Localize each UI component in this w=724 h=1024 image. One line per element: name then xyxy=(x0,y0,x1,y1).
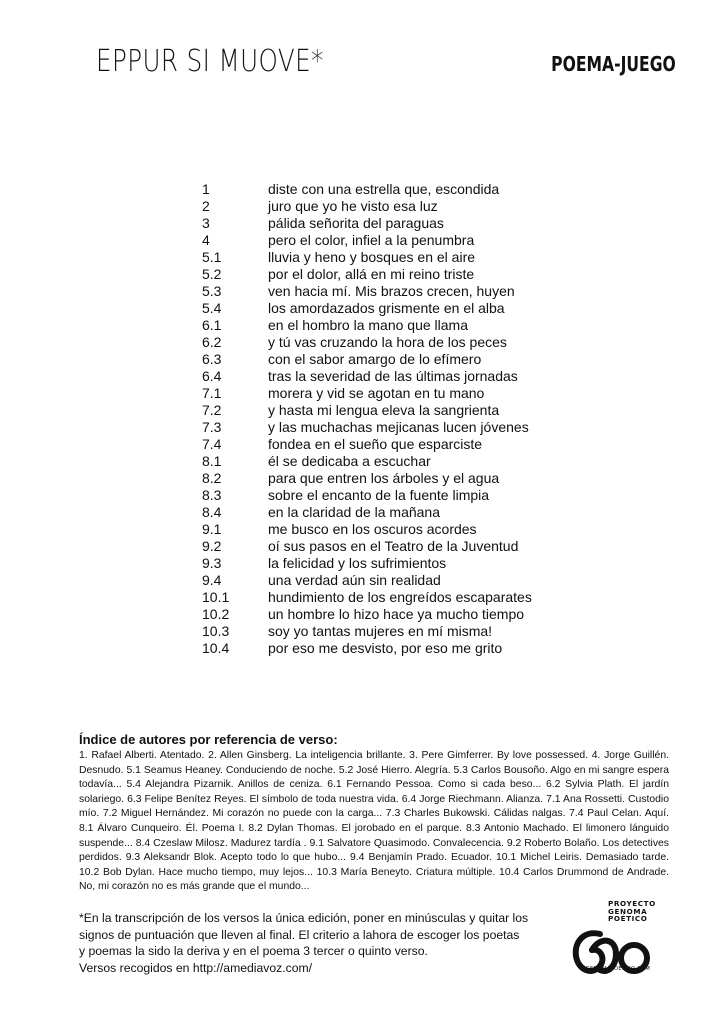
verse-number: 10.1 xyxy=(202,589,230,605)
footnote-line: y poemas la sido la deriva y en el poema 3 tercer o quinto verso. xyxy=(79,944,428,958)
verse-row xyxy=(202,283,642,300)
verse-text: los amordazados grismente en el alba xyxy=(268,300,505,316)
verse-number: 5.4 xyxy=(202,300,222,316)
verse-text: con el sabor amargo de lo efímero xyxy=(268,351,482,367)
verse-row xyxy=(202,589,642,606)
author-index-body: 1. Rafael Alberti. Atentado. 2. Allen Ginsberg. La inteligencia brillante. 3. Pere Gimferrer. By love possessed. 4. Jorge Guillén. Desnudo. 5.1 Seamus Heaney. Conduciendo de noche. 5.2 José Hierro. Alegría. 5.3 Carlos Bousoño. Algo en mi sangre espera todavía... 5.4 Alejandra Pizarnik. Anillos de ceniza. 6.1 Fernando Pessoa. Como si cada beso... 6.2 Sylvia Plath. El jardín solariego. 6.3 Felipe Benítez Reyes. El símbolo de toda nuestra vida. 6.4 Jorge Riechmann. Alianza. 7.1 Ana Rossetti. Custodio mío. 7.2 Miguel Hernández. Mi corazón no puede con la carga... 7.3 Charles Bukowski. Cálidas nalgas. 7.4 Paul Celan. Aquí. 8.1 Álvaro Cunqueiro. Él. Poema I. 8.2 Dylan Thomas. El jorobado en el parque. 8.3 Antonio Machado. El limonero lánguido suspende... 8.4 Czeslaw Milosz. Madurez tardía . 9.1 Salvatore Quasimodo. Convalecencia. 9.2 Roberto Bolaño. Los detectives perdidos. 9.3 Aleksandr Blok. Acepto todo lo que hubo... 9.4 Benjamín Prado. Ecuador. 10.1 Michel Leiris. Demasiado tarde. 10.2 Bob Dylan. Hace mucho tiempo, muy lejos... 10.3 María Beneyto. Criatura múltiple. 10.4 Carlos Drummond de Andrade. No, mi corazón no es más grande que el mundo... xyxy=(79,750,669,893)
verse-text: un hombre lo hizo hace ya mucho tiempo xyxy=(268,606,525,622)
verse-number: 7.2 xyxy=(202,402,222,418)
logo-wordmark-line: POÉTICO xyxy=(608,914,648,924)
verse-row xyxy=(202,436,642,453)
verse-row xyxy=(202,334,642,351)
verse-number: 9.1 xyxy=(202,521,222,537)
verse-number: 9.4 xyxy=(202,572,222,588)
verse-number: 7.1 xyxy=(202,385,222,401)
verse-row xyxy=(202,385,642,402)
verse-row xyxy=(202,300,642,317)
page-subtitle: POEMA-JUEGO xyxy=(551,52,676,76)
verse-text: juro que yo he visto esa luz xyxy=(268,198,438,214)
author-index xyxy=(79,732,669,895)
verse-number: 5.3 xyxy=(202,283,222,299)
verse-row xyxy=(202,232,642,249)
verse-text: en la claridad de la mañana xyxy=(268,504,441,520)
verse-row xyxy=(202,470,642,487)
verse-row xyxy=(202,181,642,198)
verse-number: 9.3 xyxy=(202,555,222,571)
verse-number: 10.4 xyxy=(202,640,230,656)
verse-row xyxy=(202,453,642,470)
verse-text: diste con una estrella que, escondida xyxy=(268,181,500,197)
verse-text: pero el color, infiel a la penumbra xyxy=(268,232,475,248)
verse-text: él se dedicaba a escuchar xyxy=(268,453,431,469)
footnote-line: Versos recogidos en http://amediavoz.com/ xyxy=(79,960,313,975)
verse-row xyxy=(202,317,642,334)
verse-row xyxy=(202,521,642,538)
verse-row xyxy=(202,419,642,436)
verse-row xyxy=(202,504,642,521)
footnote-line: signos de puntuación que lleven al final. El criterio a lahora de escoger los poetas xyxy=(79,927,520,942)
verse-number: 6.3 xyxy=(202,351,222,367)
logo-wordmark xyxy=(608,900,658,923)
verse-row xyxy=(202,402,642,419)
verse-number: 5.1 xyxy=(202,249,222,265)
verse-number: 8.2 xyxy=(202,470,222,486)
verse-text: soy yo tantas mujeres en mí misma! xyxy=(268,623,493,639)
verse-row xyxy=(202,623,642,640)
verse-list xyxy=(202,181,642,657)
verse-text: en el hombro la mano que llama xyxy=(268,317,469,333)
logo-url: GENOMAPOETICO.COM xyxy=(585,966,651,972)
verse-row xyxy=(202,640,642,657)
verse-text: por el dolor, allá en mi reino triste xyxy=(268,266,475,282)
author-index-title: Índice de autores por referencia de verso: xyxy=(79,732,338,747)
verse-number: 6.1 xyxy=(202,317,222,333)
verse-number: 10.2 xyxy=(202,606,230,622)
verse-number: 6.4 xyxy=(202,368,222,384)
logo-wordmark-line: PROYECTO xyxy=(608,899,656,908)
verse-text: hundimiento de los engreídos escaparates xyxy=(268,589,532,605)
verse-number: 9.2 xyxy=(202,538,222,554)
verse-text: sobre el encanto de la fuente limpia xyxy=(268,487,490,503)
verse-text: tras la severidad de las últimas jornadas xyxy=(268,368,518,384)
verse-text: pálida señorita del paraguas xyxy=(268,215,444,231)
verse-row xyxy=(202,351,642,368)
verse-row xyxy=(202,198,642,215)
logo-wordmark-line: GENOMA xyxy=(608,906,648,916)
verse-text: me busco en los oscuros acordes xyxy=(268,521,477,537)
verse-number: 1 xyxy=(202,181,210,197)
verse-number: 5.2 xyxy=(202,266,222,282)
verse-text: lluvia y heno y bosques en el aire xyxy=(268,249,476,265)
verse-text: y las muchachas mejicanas lucen jóvenes xyxy=(268,419,529,435)
verse-text: morera y vid se agotan en tu mano xyxy=(268,385,485,401)
verse-text: y tú vas cruzando la hora de los peces xyxy=(268,334,507,350)
verse-row xyxy=(202,555,642,572)
verse-row xyxy=(202,538,642,555)
verse-number: 2 xyxy=(202,198,210,214)
verse-row xyxy=(202,266,642,283)
verse-number: 8.4 xyxy=(202,504,222,520)
verse-number: 6.2 xyxy=(202,334,222,350)
verse-row xyxy=(202,215,642,232)
verse-row xyxy=(202,606,642,623)
verse-row xyxy=(202,487,642,504)
footnote xyxy=(79,910,559,976)
verse-number: 4 xyxy=(202,232,210,248)
page-title: EPPUR SI MUOVE* xyxy=(96,44,324,79)
verse-number: 7.3 xyxy=(202,419,222,435)
verse-row xyxy=(202,368,642,385)
verse-number: 8.3 xyxy=(202,487,222,503)
verse-text: para que entren los árboles y el agua xyxy=(268,470,500,486)
verse-text: ven hacia mí. Mis brazos crecen, huyen xyxy=(268,283,515,299)
verse-row xyxy=(202,572,642,589)
verse-number: 10.3 xyxy=(202,623,230,639)
verse-number: 8.1 xyxy=(202,453,222,469)
verse-text: por eso me desvisto, por eso me grito xyxy=(268,640,503,656)
verse-text: la felicidad y los sufrimientos xyxy=(268,555,447,571)
verse-text: y hasta mi lengua eleva la sangrienta xyxy=(268,402,500,418)
verse-text: oí sus pasos en el Teatro de la Juventud xyxy=(268,538,519,554)
verse-text: una verdad aún sin realidad xyxy=(268,572,441,588)
verse-text: fondea en el sueño que esparciste xyxy=(268,436,483,452)
verse-row xyxy=(202,249,642,266)
verse-number: 7.4 xyxy=(202,436,222,452)
footnote-line: *En la transcripción de los versos la única edición, poner en minúsculas y quitar los xyxy=(79,911,529,925)
verse-number: 3 xyxy=(202,215,210,231)
